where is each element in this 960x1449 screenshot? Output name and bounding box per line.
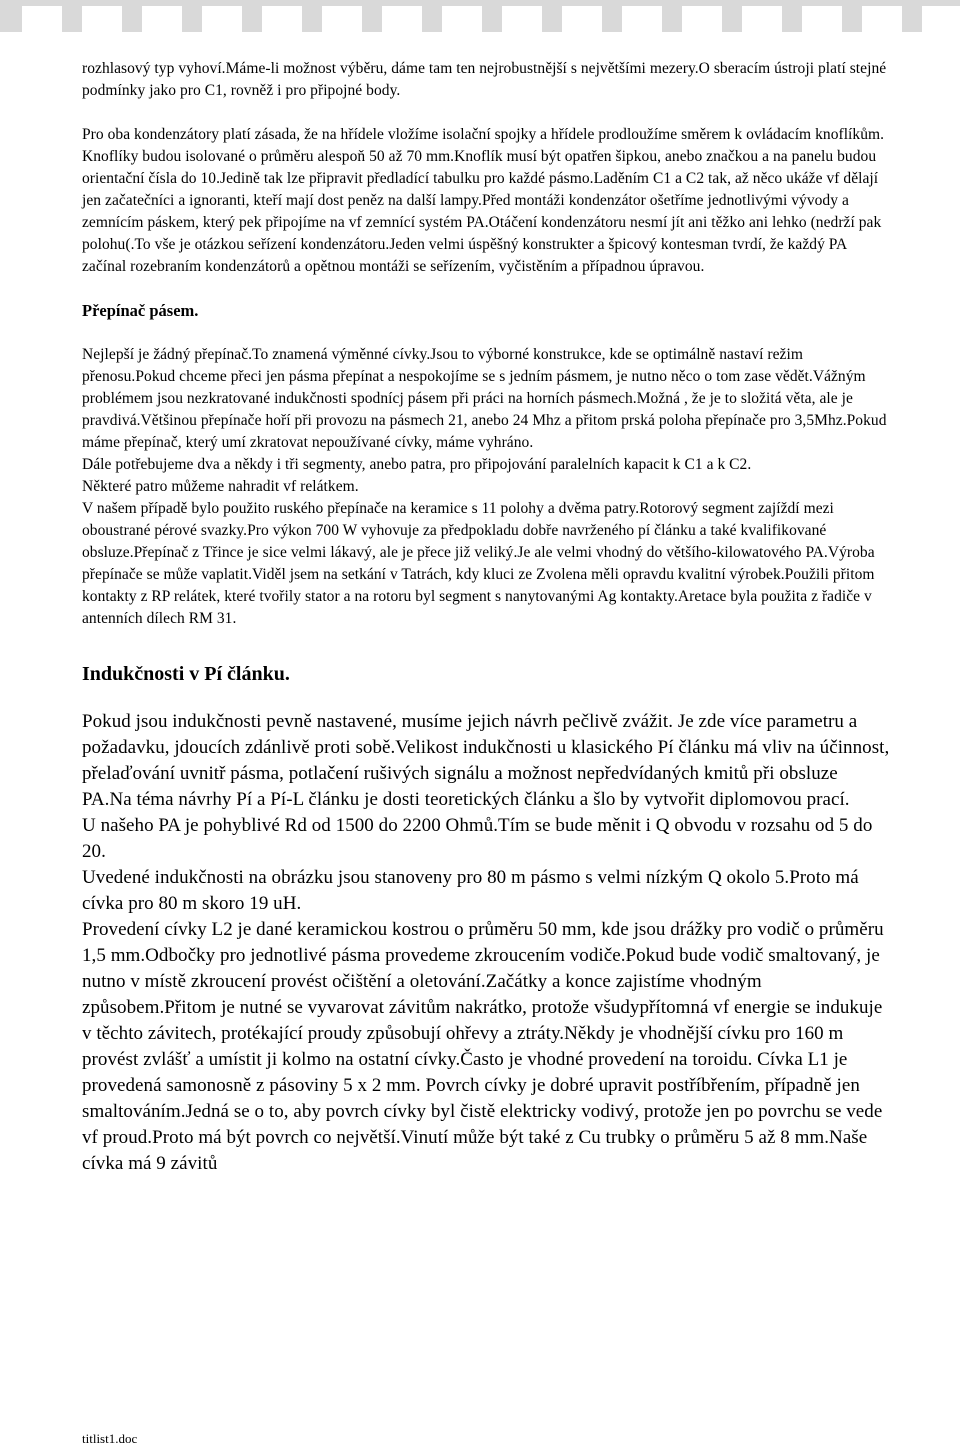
heading-band-switch: Přepínač pásem.: [82, 301, 199, 320]
edge-notch: [262, 6, 302, 32]
paragraph-capacitor-bodies: rozhlasový typ vyhoví.Máme-li možnost výběru, dáme tam ten nejrobustnější s největšími mezery.O sberacím ústroji platí stejné podmínky jako pro C1, rovněž i pro připojné body.: [82, 60, 887, 99]
paragraph-80m-coil: Uvedené indukčnosti na obrázku jsou stanoveny pro 80 m pásmo s velmi nízkým Q okolo 5.Proto má cívka pro 80 m skoro 19 uH.: [82, 867, 859, 914]
edge-notch: [322, 6, 362, 32]
footer-filename: titlist1.doc: [82, 1431, 138, 1446]
edge-notch: [142, 6, 182, 32]
edge-notch: [442, 6, 482, 32]
edge-notch: [502, 6, 542, 32]
document-body: [82, 58, 892, 1177]
paragraph-switch-segments: Dále potřebujeme dva a někdy i tři segmenty, anebo patra, pro připojování paralelních kapacit k C1 a k C2.: [82, 456, 752, 473]
edge-notch: [202, 6, 242, 32]
page-top-edge: [0, 0, 960, 32]
edge-notch: [382, 6, 422, 32]
paragraph-inductance-design: Pokud jsou indukčnosti pevně nastavené, musíme jejich návrh pečlivě zvážit. Je zde více parametru a požadavku, jdoucích zdánlivě proti sobě.Velikost indukčnosti u klasického Pí článku má vliv na účinnost, přelaďování uvnitř pásma, potlačení rušivých signálu a možnost nepředvídaných kmitů při obsluze PA.Na téma návrhy Pí a Pí-L článku je dosti teoretických článku a šlo by vytvořit diplomovou prací.: [82, 711, 890, 810]
paragraph-coil-construction: Provedení cívky L2 je dané keramickou kostrou o průměru 50 mm, kde jsou drážky pro vodič o průměru 1,5 mm.Odbočky pro jednotlivé pásma provedeme zkroucením vodiče.Pokud bude vodič smaltovaný, je nutno v místě zkroucení provést očištění a oletování.Začátky a konce zajistíme vhodným způsobem.Přitom je nutné se vyvarovat závitům nakrátko, protože všudypřítomná vf energie se indukuje v těchto závitech, protékající proudy způsobují ohřevy a ztráty.Někdy je vhodnější cívku pro 160 m provést zvlášť a umístit ji kolmo na ostatní cívky.Často je vhodné provedení na toroidu. Cívka L1 je provedená samonosně z pásoviny 5 x 2 mm. Povrch cívky je dobré upravit postříbřením, případně jen smaltováním.Jedná se o to, aby povrch cívky byl čistě elektricky vodivý, protože jen po povrchu se vede vf proud.Proto má být povrch co největší.Vinutí může být také z Cu trubky o průměru 5 až 8 mm.Naše cívka má 9 závitů: [82, 919, 884, 1174]
heading-pi-inductances: Indukčnosti v Pí článku.: [82, 663, 290, 685]
edge-notch: [922, 6, 960, 32]
edge-notch: [742, 6, 782, 32]
edge-notch: [862, 6, 902, 32]
paragraph-switch-intro: Nejlepší je žádný přepínač.To znamená výměnné cívky.Jsou to výborné konstrukce, kde se optimálně nastaví režim přenosu.Pokud chceme přeci jen pásma přepínat a nespokojíme se s jedním pásmem, je nutno něco o tom zase vědět.Vážným problémem jsou nezkratované indukčnosti spodnícj pásem při práci na horních pásmech.Možná , že je to složitá věta, ale je pravdivá.Většinou přepínače hoří při provozu na pásmech 21, anebo 24 Mhz a přitom prská poloha přepínače pro 3,5Mhz.Pokud máme přepínač, který umí zkratovat nepoužívané cívky, máme vyhráno.: [82, 346, 887, 451]
paragraph-rd-range: U našeho PA je pohyblivé Rd od 1500 do 2200 Ohmů.Tím se bude měnit i Q obvodu v rozsahu od 5 do 20.: [82, 815, 873, 862]
paragraph-switch-russian: V našem případě bylo použito ruského přepínače na keramice s 11 polohy a dvěma patry.Rotorový segment zajíždí mezi oboustrané pérové svazky.Pro výkon 700 W vyhovuje za předpokladu dobře navrženého pí článku a také kvalifikované obsluze.Přepínač z Třince je sice velmi lákavý, ale je přece již veliký.Je ale velmi vhodný do většího-kilowatového PA.Výroba přepínače se může vaplatit.Viděl jsem na setkání v Tatrách, kdy kluci ze Zvolena měli opravdu kvalitní výrobek.Použili přitom kontakty z RP relátek, které tvořily stator a na rotoru byl segment s nanytovanými Ag kontakty.Aretace byla použita z řadiče v antenních dílech RM 31.: [82, 500, 875, 627]
edge-notch: [622, 6, 662, 32]
edge-notch: [22, 6, 62, 32]
paragraph-capacitor-shafts: Pro oba kondenzátory platí zásada, že na hřídele vložíme isolační spojky a hřídele prodloužíme směrem k ovládacím knoflíkům. Knoflíky budou isolované o průměru alespoň 50 až 70 mm.Knoflík musí být opatřen šipkou, anebo značkou a na panelu budou orientační čísla do 10.Jedině tak lze připravit předladící tabulku pro každé pásmo.Laděním C1 a C2 tak, až něco ukáže vf dělají jen začatečníci a ignoranti, kteří mají dost peněz na další lampy.Před montáži kondenzátor ošetříme jednotlivými vývody a zemnícím páskem, který pek připojíme na vf zemnící systém PA.Otáčení kondenzátoru nesmí jít ani těžko ani lehko (nedrží pak polohu(.To vše je otázkou seřízení kondenzátoru.Jeden velmi úspěšný konstrukter a špicový kontesman tvrdí, že každý PA začínal rozebraním kondenzátorů a opětnou montáži se seřízením, vyčistěním a případnou úpravou.: [82, 126, 885, 275]
edge-notch: [682, 6, 722, 32]
edge-notch: [562, 6, 602, 32]
edge-notch: [802, 6, 842, 32]
page-edge-pattern: [0, 0, 960, 32]
paragraph-switch-relay: Některé patro můžeme nahradit vf relátkem.: [82, 478, 359, 495]
edge-notch: [82, 6, 122, 32]
